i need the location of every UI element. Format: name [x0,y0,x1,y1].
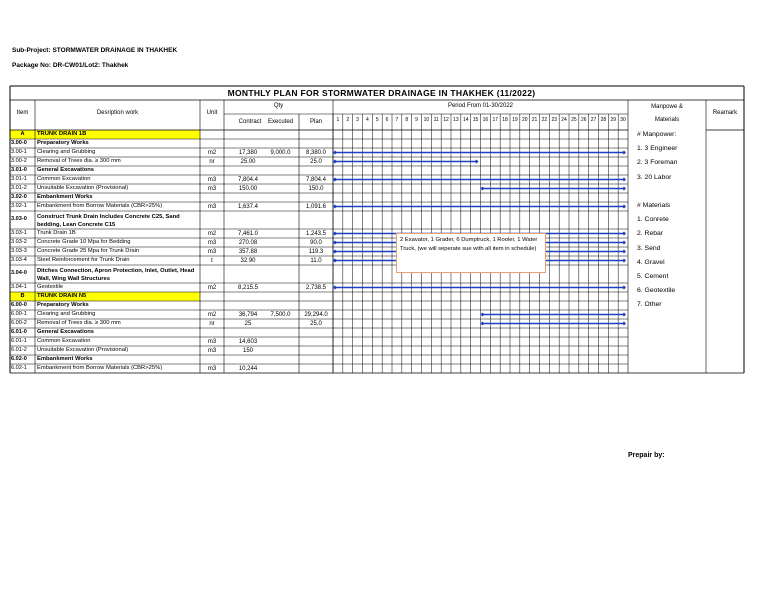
row-item: 6.00-2 [11,319,27,326]
row-description: Removal of Trees dia. ≥ 300 mm [37,319,121,326]
row-item: 3.01-1 [11,175,27,182]
day-label: 26 [580,117,587,123]
day-label: 1 [336,117,340,123]
schedule-marker [333,205,337,209]
day-label: 4 [366,117,369,123]
col-unit: Unit [206,110,218,116]
row-unit: nr [209,158,215,165]
day-label: 15 [472,117,479,123]
side-list-item: 2. 3 Foreman [637,159,678,167]
row-description: Preparatory Works [37,139,89,146]
col-description: Desription work [96,110,139,116]
row-item: 6.02-1 [11,364,27,371]
row-item: 6.01-2 [11,346,27,353]
day-label: 18 [502,117,508,123]
row-description: General Excavations [37,328,95,335]
day-label: 30 [620,117,626,123]
row-plan: 11.0 [310,257,322,264]
row-description: Concrete Grade 25 Mpa for Trunk Drain [37,247,140,254]
day-label: 17 [492,117,499,123]
row-contract: 32.90 [240,257,256,264]
row-description: Removal of Trees dia. ≥ 300 mm [37,157,121,164]
row-plan: 150.0 [308,185,324,192]
row-plan: 29,294.0 [304,311,328,318]
row-description: General Excavations [37,166,95,173]
row-item: 3.03-2 [11,238,27,245]
row-unit: m3 [207,176,217,183]
row-plan: 7,804.4 [305,176,327,183]
day-label: 24 [561,117,567,123]
row-unit: m2 [207,311,217,318]
col-manpower: Manpowe & [651,104,683,110]
row-item: 3.02-0 [11,193,27,200]
row-plan: 1,243.5 [305,230,327,237]
row-unit: m3 [207,365,217,372]
row-description: Steel Reinforcement for Trunk Drain [37,256,130,263]
row-item: 6.02-0 [11,355,27,362]
schedule-marker [622,232,626,236]
side-list-item: 3. Send [637,244,661,252]
row-description: Unsuitable Excavation (Provisional) [37,346,129,353]
row-description: Construct Trunk Drain Includes Concrete C25, Sand bedding, Lean Concrete C15 [37,214,180,228]
row-contract: 14,603 [238,338,258,345]
day-label: 29 [610,117,617,123]
prepared-by-label: Prepair by: [628,452,665,459]
row-unit: m3 [207,185,217,192]
day-label: 28 [600,117,607,123]
schedule-marker [622,151,626,155]
row-description: Embankment from Borrow Materials (CBR>25%) [37,364,163,371]
day-label: 12 [443,117,449,123]
row-contract: 150.00 [238,185,258,192]
day-label: 10 [423,117,430,123]
row-item: 6.01-0 [11,328,27,335]
side-list-item: 7. Other [637,301,662,309]
row-unit: m3 [207,203,217,210]
schedule-marker [481,322,485,326]
side-list-item: 1. 3 Engineer [637,145,678,153]
side-list-item: 4. Gravel [637,258,665,266]
row-unit: m2 [207,284,217,291]
subproject-label: Sub-Project: STORMWATER DRAINAGE IN THAKHEK [12,47,178,54]
row-contract: 357.88 [238,248,258,255]
schedule-marker [333,160,337,164]
day-label: 21 [531,117,538,123]
row-item: 3.00-1 [11,148,27,155]
row-description: Embankment Works [37,193,93,200]
row-plan: 25.0 [310,158,322,165]
package-label: Package No: DR-CW01/Lot2: Thakhek [12,62,129,69]
schedule-marker [481,313,485,317]
schedule-marker [622,250,626,254]
day-label: 13 [453,117,459,123]
row-unit: m2 [207,230,217,237]
row-plan: 25.0 [310,320,322,327]
schedule-marker [333,151,337,155]
row-description: Clearing and Grubbing [37,310,96,317]
row-contract: 7,461.0 [237,230,259,237]
row-description: Preparatory Works [37,301,89,308]
row-description: Geotextile [37,283,64,290]
row-plan: 2,738.5 [305,284,327,291]
row-contract: 25.00 [240,158,256,165]
row-contract: 36,794 [238,311,258,318]
schedule-marker [333,241,337,245]
schedule-marker [333,232,337,236]
row-contract: 150 [242,347,253,354]
col-materials: Materials [654,117,680,123]
row-item: 3.03-0 [11,216,27,222]
schedule-marker [333,286,337,290]
side-list-item: # Materials [637,202,671,209]
row-unit: nr [209,320,215,327]
plan-title: MONTHLY PLAN FOR STORMWATER DRAINAGE IN THAKHEK (11/2022) [227,88,536,98]
row-plan: 90.0 [310,239,322,246]
col-plan: Plan [309,119,322,125]
day-label: 25 [571,117,577,123]
row-item: B [20,292,25,299]
schedule-marker [622,241,626,245]
row-unit: m3 [207,347,217,354]
col-item: Item [16,110,29,116]
side-list-item: 2. Rebar [637,230,664,238]
row-contract: 1,637.4 [237,203,259,210]
day-label: 22 [541,117,548,123]
day-label: 8 [405,117,409,123]
row-description: Embankment Works [37,355,93,362]
col-contract: Contract [238,119,262,125]
row-description: Ditches Connection, Apron Protection, Inlet, Outlet, Head Wall, Wing Wall Structures [37,268,195,282]
schedule-marker [622,187,626,191]
row-description: Embankment from Borrow Materials (CBR>25%) [37,202,163,209]
schedule-marker [622,259,626,263]
row-executed: 7,500.0 [270,311,291,318]
row-contract: 8,215.5 [237,284,259,291]
schedule-marker [333,259,337,263]
row-executed: 9,000.0 [270,149,291,156]
day-label: 6 [385,117,389,123]
day-label: 14 [462,117,469,123]
day-label: 19 [512,117,518,123]
row-description: Common Excavation [37,337,91,344]
row-plan: 8,380.0 [305,149,327,156]
row-description: TRUNK DRAIN 1B [37,130,87,137]
row-description: Trunk Drain 1B [37,229,76,236]
side-list-item: # Manpower: [637,131,677,138]
row-unit: t [211,257,213,264]
schedule-marker [622,286,626,290]
row-description: TRUNK DRAIN N5 [37,292,87,299]
row-item: 3.03-4 [11,256,27,263]
row-item: 3.01-0 [11,166,27,173]
row-plan: 1,091.6 [305,203,327,210]
schedule-marker [622,322,626,326]
schedule-marker [622,313,626,317]
schedule-marker [622,178,626,182]
row-contract: 270.08 [238,239,258,246]
day-label: 9 [415,117,418,123]
row-unit: m3 [207,239,217,246]
day-label: 20 [521,117,528,123]
side-list-item: 5. Cement [637,273,669,280]
col-qty: Qty [273,103,284,109]
row-description: Clearing and Grubbing [37,148,96,155]
row-item: 3.04-0 [11,270,27,276]
row-unit: m3 [207,338,217,345]
schedule-marker [475,160,479,164]
col-period: Period From 01-30/2022 [447,103,514,109]
row-contract: 17,380 [238,149,258,156]
day-label: 7 [395,117,399,123]
row-contract: 25 [244,320,252,327]
row-item: 3.03-1 [11,229,27,236]
row-description: Unsuitable Excavation (Provisional) [37,184,129,191]
col-executed: Executed [267,119,294,125]
col-remark: Reamark [712,110,738,116]
side-list-item: 3. 20 Labor [637,173,672,181]
schedule-marker [333,250,337,254]
schedule-marker [481,187,485,191]
equipment-note: 2 Exavator, 1 Grader, 6 Dumptruck, 1 Rooler, 1 Water Truck, (we will seperate sue with all item in schedule) [396,233,546,273]
row-description: Concrete Grade 10 Mpa for Bedding [37,238,131,245]
schedule-marker [622,205,626,209]
row-item: 3.03-3 [11,247,27,254]
day-label: 16 [482,117,489,123]
row-item: 6.00-0 [11,301,27,308]
row-item: 3.00-2 [11,157,27,164]
day-label: 23 [551,117,558,123]
side-list-item: 1. Conrete [637,216,669,224]
day-label: 2 [346,117,350,123]
side-list-item: 6. Geotextile [637,287,676,295]
row-description: Common Excavation [37,175,91,182]
row-unit: m2 [207,149,217,156]
schedule-marker [333,178,337,182]
row-item: A [20,130,25,137]
row-item: 3.01-2 [11,184,27,191]
day-label: 3 [356,117,359,123]
row-item: 6.00-1 [11,310,27,317]
row-item: 6.01-1 [11,337,27,344]
row-contract: 7,804.4 [237,176,259,183]
row-plan: 119.3 [308,248,324,255]
row-contract: 10,244 [238,365,258,372]
day-label: 11 [433,117,439,123]
row-item: 3.00-0 [11,139,27,146]
row-item: 3.02-1 [11,202,27,209]
day-label: 5 [375,117,379,123]
row-unit: m3 [207,248,217,255]
row-item: 3.04-1 [11,283,27,290]
day-label: 27 [590,117,597,123]
